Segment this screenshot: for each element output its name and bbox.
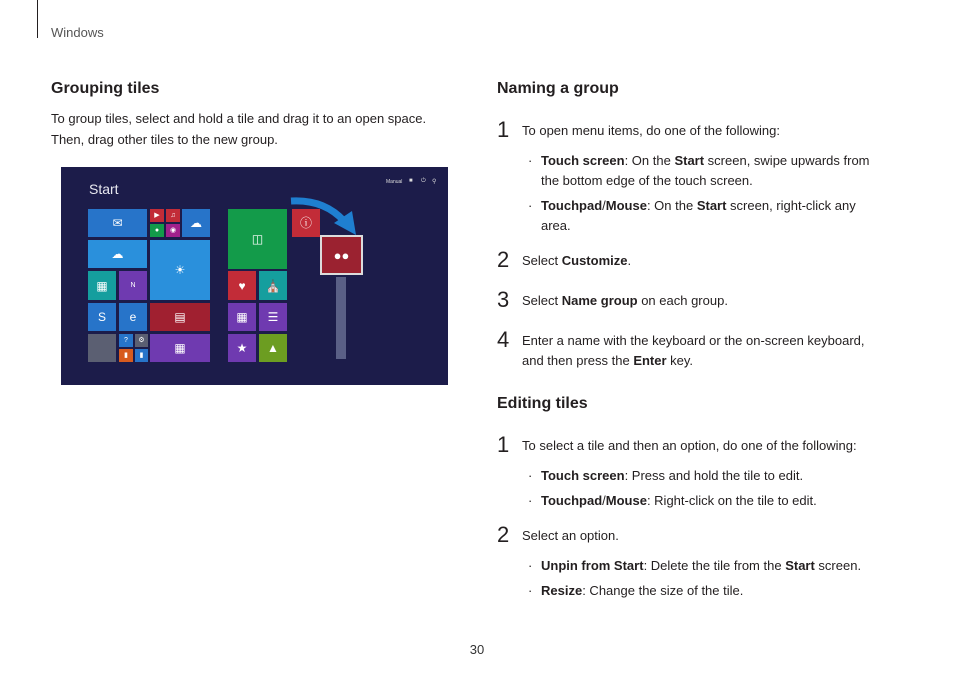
photos-icon: ▦ — [88, 271, 116, 300]
bullet-term: Start — [674, 153, 705, 168]
start-title: Start — [89, 181, 119, 197]
step-text: Enter a name with the keyboard or the on-screen keyboard, and then press the Enter key. — [522, 333, 865, 368]
bullet-text: : On the — [646, 198, 697, 213]
weather-cloud-icon: ☁ — [88, 240, 147, 268]
drag-arrow-icon — [286, 193, 366, 243]
step-text: Select Name group on each group. — [522, 293, 728, 308]
bullet-term: Mouse — [605, 493, 647, 508]
calendar-icon: ▦ — [150, 334, 210, 362]
step-number: 4 — [497, 327, 510, 352]
bullet-text: / — [602, 493, 606, 508]
health-icon: ♥ — [228, 271, 256, 300]
header-rule — [37, 0, 38, 38]
bullet-dot: · — [528, 583, 533, 598]
running-head: Windows — [51, 25, 104, 40]
start-screen-figure — [61, 167, 448, 385]
music-icon: ♫ — [166, 209, 180, 222]
bullet-text: screen. — [814, 558, 862, 573]
bullet-text: : On the — [624, 153, 675, 168]
bullet-text: : Delete the tile from the — [643, 558, 786, 573]
bullet-text: screen, swipe upwards from — [704, 153, 870, 168]
news-icon: ▤ — [150, 303, 210, 331]
bullet-text: screen, right-click any — [726, 198, 856, 213]
step-number: 1 — [497, 117, 510, 142]
step-number: 3 — [497, 287, 510, 312]
naming-group-heading: Naming a group — [497, 80, 619, 97]
ie-icon: e — [119, 303, 147, 331]
bullet-term: Touchpad — [541, 198, 603, 213]
store-icon: ◫ — [228, 209, 287, 269]
travel-icon: ▦ — [228, 303, 256, 331]
bullet-text: : Press and hold the tile to edit. — [624, 468, 804, 483]
games-icon: ● — [150, 224, 164, 237]
bullet-dot: · — [528, 198, 533, 213]
settings-icon: ⚙ — [135, 334, 148, 347]
step-text: Select an option. — [522, 528, 619, 543]
user-avatar-icon: ■ — [409, 178, 413, 184]
reader-icon: ▮ — [135, 349, 148, 362]
bullet-term: Touch screen — [541, 468, 625, 483]
files-icon: ▮ — [119, 349, 133, 362]
bullet-dot: · — [528, 493, 533, 508]
help-tips-icon: ⓘ — [292, 209, 320, 237]
bullet-text-line-2: area. — [541, 218, 571, 233]
weather-sun-icon: ☀ — [150, 240, 210, 300]
desktop-icon — [88, 334, 116, 362]
power-icon: ⏻ — [421, 178, 426, 184]
bullet-text: : Right-click on the tile to edit. — [646, 493, 817, 508]
finance-icon: ▲ — [259, 334, 287, 362]
sports-trophy-icon: ★ — [228, 334, 256, 362]
bullet-dot: · — [528, 468, 533, 483]
bullet-dot: · — [528, 153, 533, 168]
bullet-term: Resize — [541, 583, 583, 598]
mail-icon: ✉ — [88, 209, 147, 237]
skype-icon: S — [88, 303, 116, 331]
camera-icon: ◉ — [166, 224, 180, 237]
page-number: 30 — [469, 642, 485, 657]
bullet-text-line-2: the bottom edge of the touch screen. — [541, 173, 753, 188]
grouping-line-1: To group tiles, select and hold a tile and drag it to an open space. — [51, 111, 427, 126]
bullet-text: : Change the size of the tile. — [582, 583, 744, 598]
step-number: 1 — [497, 432, 510, 457]
bullet-text: / — [602, 198, 606, 213]
bullet-term: Start — [785, 558, 815, 573]
step-text: To open menu items, do one of the following: — [522, 123, 780, 138]
video-icon: ▶ — [150, 209, 164, 222]
bullet-term: Touch screen — [541, 153, 625, 168]
grouping-tiles-heading: Grouping tiles — [51, 80, 160, 97]
step-text: Select Customize. — [522, 253, 632, 268]
food-icon: ⛪ — [259, 271, 287, 300]
step-number: 2 — [497, 522, 510, 547]
new-group-drop-zone — [336, 277, 346, 359]
bullet-term: Touchpad — [541, 493, 603, 508]
onenote-icon: N — [119, 271, 147, 300]
bullet-term: Mouse — [605, 198, 647, 213]
user-name: Manual — [386, 179, 403, 185]
cloud-icon: ☁ — [182, 209, 210, 237]
bullet-dot: · — [528, 558, 533, 573]
step-number: 2 — [497, 247, 510, 272]
reading-list-icon: ☰ — [259, 303, 287, 331]
search-icon: ⚲ — [432, 179, 437, 185]
bullet-term: Start — [696, 198, 727, 213]
editing-tiles-heading: Editing tiles — [497, 395, 588, 412]
grouping-line-2: Then, drag other tiles to the new group. — [51, 132, 278, 147]
bullet-term: Unpin from Start — [541, 558, 644, 573]
step-text: To select a tile and then an option, do one of the following: — [522, 438, 857, 453]
help-icon: ? — [119, 334, 133, 347]
people-icon: ●● — [333, 247, 350, 263]
